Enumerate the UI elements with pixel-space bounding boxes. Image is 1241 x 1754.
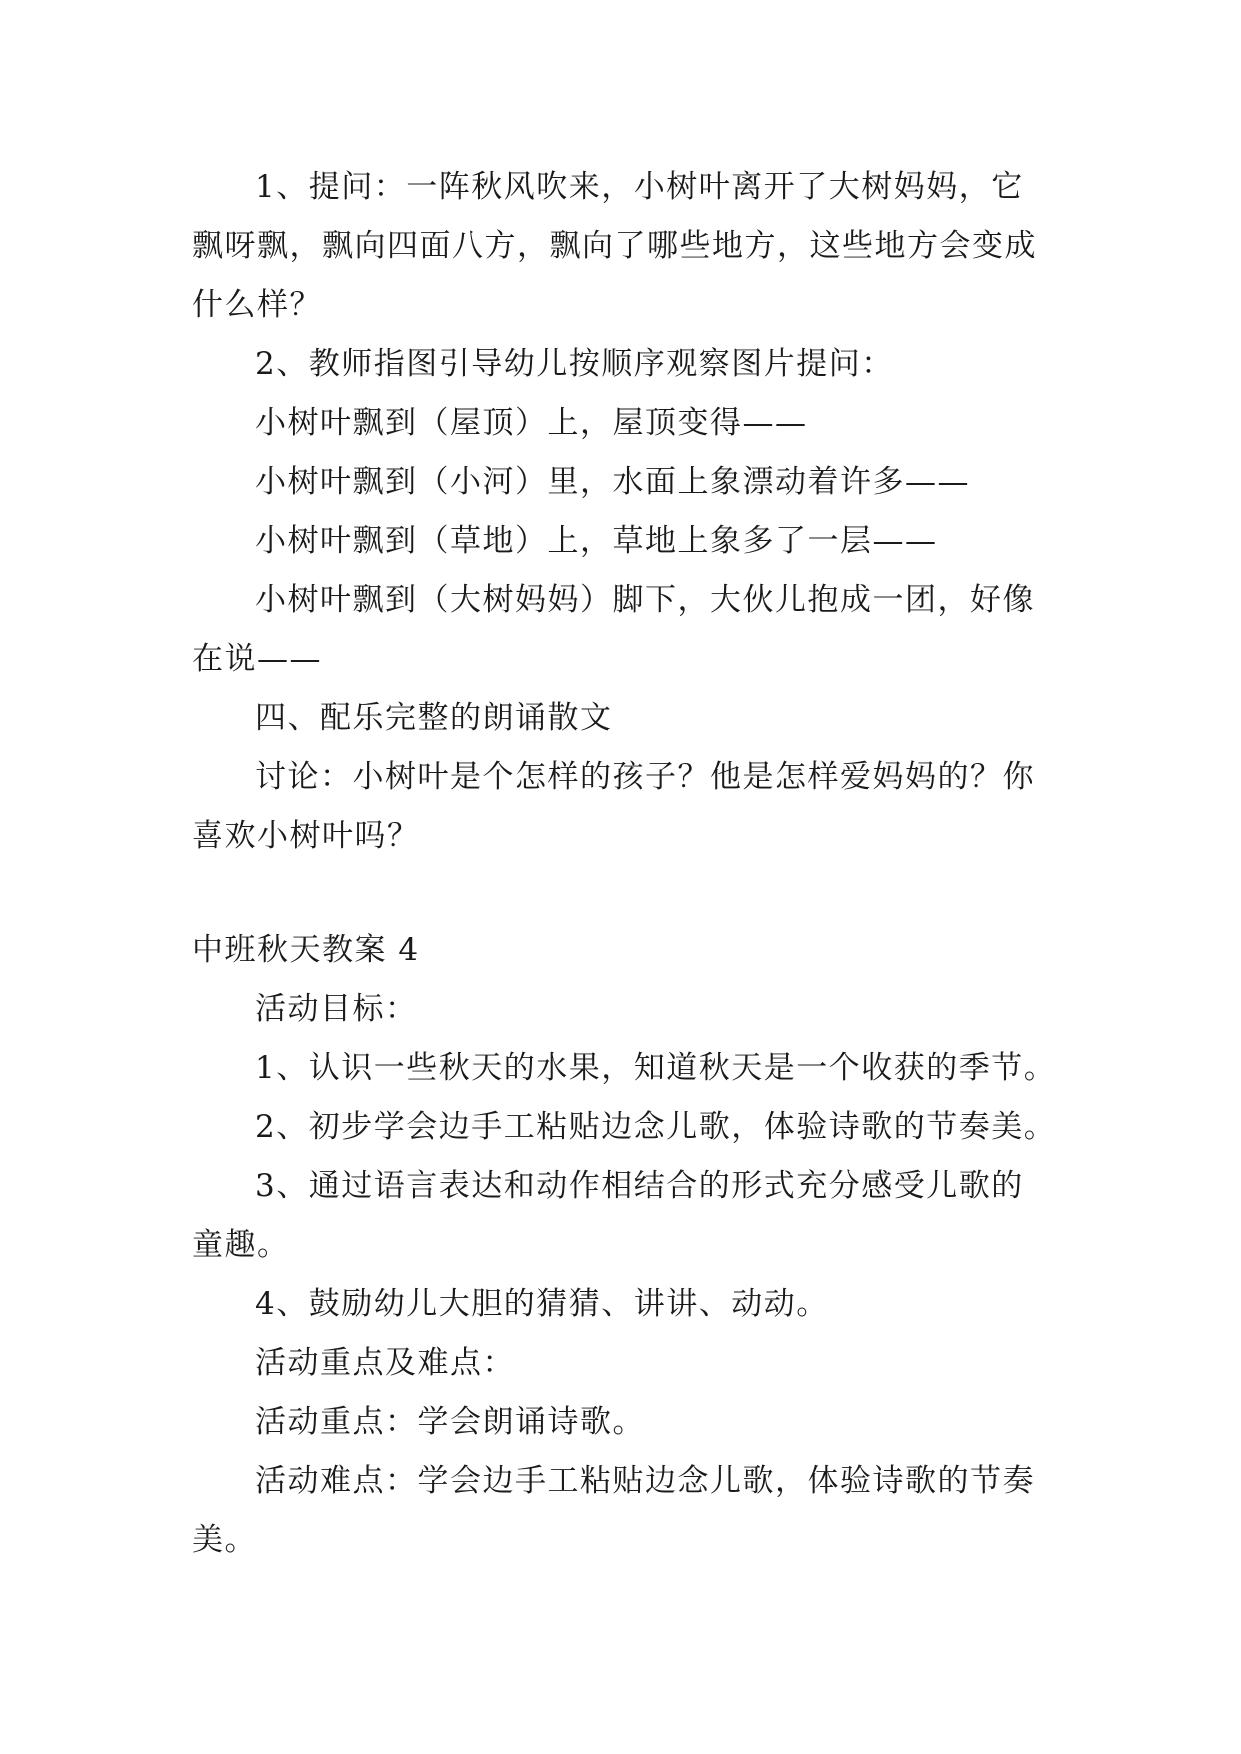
paragraph-goal-2: 2、初步学会边手工粘贴边念儿歌，体验诗歌的节奏美。 xyxy=(255,1109,1057,1145)
document-page xyxy=(192,158,1072,1570)
paragraph-discussion-line-2: 喜欢小树叶吗？ xyxy=(192,818,420,854)
paragraph-goals-title: 活动目标： xyxy=(255,991,418,1027)
paragraph-teacher-guide: 2、教师指图引导幼儿按顺序观察图片提问： xyxy=(255,346,894,382)
paragraph-goal-4: 4、鼓励幼儿大胆的猜猜、讲讲、动动。 xyxy=(255,1286,829,1322)
paragraph-difficulty-line-1: 活动难点：学会边手工粘贴边念儿歌，体验诗歌的节奏 xyxy=(255,1463,1035,1499)
paragraph-focus-title: 活动重点及难点： xyxy=(255,1345,515,1381)
paragraph-goal-3-line-2: 童趣。 xyxy=(192,1227,290,1263)
paragraph-question-line-2: 飘呀飘，飘向四面八方，飘向了哪些地方，这些地方会变成 xyxy=(192,228,1037,264)
paragraph-river: 小树叶飘到（小河）里，水面上象漂动着许多—— xyxy=(255,464,970,500)
section-gap xyxy=(192,866,1072,921)
paragraph-focus: 活动重点：学会朗诵诗歌。 xyxy=(255,1404,645,1440)
paragraph-question-line-3: 什么样？ xyxy=(192,287,322,323)
paragraph-tree-mother-line-2: 在说—— xyxy=(192,641,322,677)
paragraph-tree-mother-line-1: 小树叶飘到（大树妈妈）脚下，大伙儿抱成一团，好像 xyxy=(255,582,1035,618)
paragraph-roof: 小树叶飘到（屋顶）上，屋顶变得—— xyxy=(255,405,808,441)
paragraph-recitation: 四、配乐完整的朗诵散文 xyxy=(255,700,613,736)
paragraph-grass: 小树叶飘到（草地）上，草地上象多了一层—— xyxy=(255,523,938,559)
paragraph-goal-3-line-1: 3、通过语言表达和动作相结合的形式充分感受儿歌的 xyxy=(255,1168,1024,1204)
paragraph-question-line-1: 1、提问：一阵秋风吹来，小树叶离开了大树妈妈，它 xyxy=(255,169,1024,205)
section-heading: 中班秋天教案 4 xyxy=(192,932,420,968)
paragraph-difficulty-line-2: 美。 xyxy=(192,1522,257,1558)
paragraph-goal-1: 1、认识一些秋天的水果，知道秋天是一个收获的季节。 xyxy=(255,1050,1057,1086)
paragraph-discussion-line-1: 讨论：小树叶是个怎样的孩子？他是怎样爱妈妈的？你 xyxy=(255,759,1035,795)
